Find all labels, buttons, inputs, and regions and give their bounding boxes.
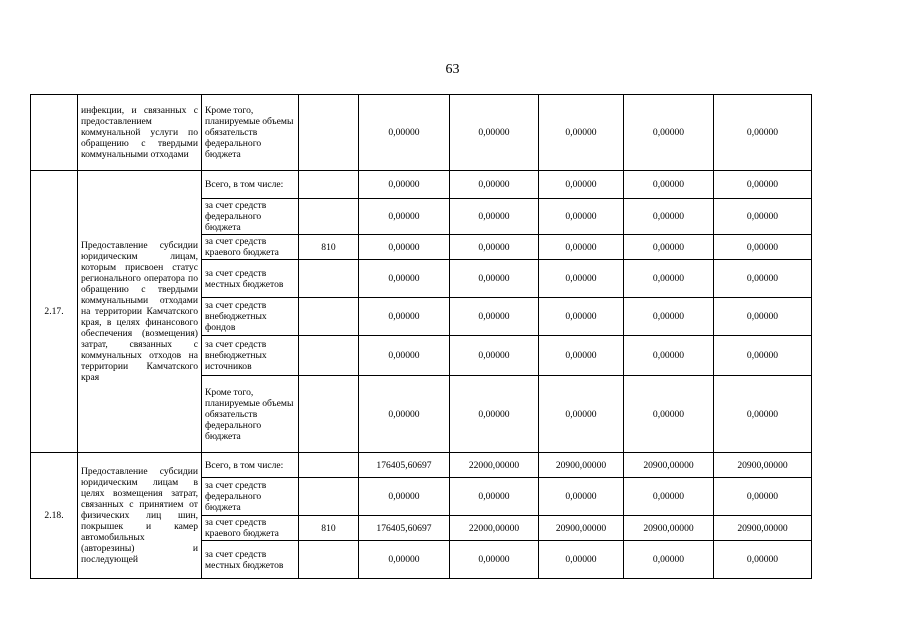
funding-source: Кроме того, планируемые объемы обязательств федерального бюджета (202, 376, 299, 453)
funding-source: Кроме того, планируемые объемы обязательств федерального бюджета (202, 95, 299, 171)
amount-cell: 0,00000 (359, 235, 450, 260)
funding-source: за счет средств внебюджетных источников (202, 336, 299, 376)
funding-source: за счет средств местных бюджетов (202, 260, 299, 298)
amount-cell: 0,00000 (450, 260, 539, 298)
amount-cell: 0,00000 (359, 478, 450, 516)
amount-cell: 0,00000 (624, 199, 714, 235)
amount-cell: 0,00000 (714, 235, 812, 260)
amount-cell: 22000,00000 (450, 453, 539, 478)
amount-cell: 0,00000 (714, 336, 812, 376)
budget-code: 810 (299, 235, 359, 260)
amount-cell: 0,00000 (624, 298, 714, 336)
amount-cell: 20900,00000 (624, 453, 714, 478)
budget-code (299, 171, 359, 199)
table-row (31, 171, 812, 199)
budget-code (299, 95, 359, 171)
amount-cell: 0,00000 (624, 478, 714, 516)
amount-cell: 0,00000 (714, 298, 812, 336)
amount-cell: 0,00000 (450, 336, 539, 376)
page-number: 63 (445, 62, 460, 77)
budget-code: 810 (299, 516, 359, 541)
amount-cell: 20900,00000 (714, 516, 812, 541)
funding-source: за счет средств федерального бюджета (202, 199, 299, 235)
item-2-17-description: Предоставление субсидии юридическим лицам, которым присвоен статус регионального оператора по обращению с твердыми коммунальными отходами на территории Камчатского края, в целях финансового обеспечения (возмещения) затрат, связанных с коммунальных отходов на территории Камчатского края (78, 171, 202, 453)
amount-cell: 0,00000 (539, 541, 624, 579)
amount-cell: 0,00000 (714, 95, 812, 171)
amount-cell: 0,00000 (359, 298, 450, 336)
amount-cell: 0,00000 (450, 199, 539, 235)
budget-code (299, 478, 359, 516)
amount-cell: 0,00000 (359, 336, 450, 376)
budget-code (299, 376, 359, 453)
budget-code (299, 298, 359, 336)
item-2-18-number: 2.18. (31, 453, 78, 579)
amount-cell: 0,00000 (450, 298, 539, 336)
funding-source: за счет средств федерального бюджета (202, 478, 299, 516)
funding-source: за счет средств местных бюджетов (202, 541, 299, 579)
amount-cell: 0,00000 (359, 541, 450, 579)
budget-table (30, 94, 812, 579)
amount-cell: 176405,60697 (359, 453, 450, 478)
amount-cell: 0,00000 (539, 376, 624, 453)
table-row (31, 95, 812, 171)
amount-cell: 0,00000 (359, 199, 450, 235)
budget-code (299, 260, 359, 298)
amount-cell: 0,00000 (539, 298, 624, 336)
budget-table-body (31, 95, 812, 579)
amount-cell: 0,00000 (359, 376, 450, 453)
continuation-description: инфекции, и связанных с предоставлением коммунальной услуги по обращению с твердыми коммунальными отходами (78, 95, 202, 171)
amount-cell: 0,00000 (624, 95, 714, 171)
amount-cell: 0,00000 (450, 541, 539, 579)
funding-source: за счет средств краевого бюджета (202, 516, 299, 541)
amount-cell: 0,00000 (450, 478, 539, 516)
amount-cell: 0,00000 (714, 260, 812, 298)
item-2-17-number: 2.17. (31, 171, 78, 453)
funding-source: за счет средств внебюджетных фондов (202, 298, 299, 336)
amount-cell: 0,00000 (714, 541, 812, 579)
budget-code (299, 199, 359, 235)
amount-cell: 0,00000 (359, 95, 450, 171)
amount-cell: 0,00000 (714, 478, 812, 516)
amount-cell: 0,00000 (450, 171, 539, 199)
amount-cell: 0,00000 (624, 336, 714, 376)
amount-cell: 0,00000 (539, 478, 624, 516)
amount-cell: 0,00000 (539, 95, 624, 171)
budget-code (299, 336, 359, 376)
amount-cell: 20900,00000 (624, 516, 714, 541)
amount-cell: 0,00000 (624, 235, 714, 260)
amount-cell: 0,00000 (539, 336, 624, 376)
continuation-number (31, 95, 78, 171)
amount-cell: 0,00000 (359, 260, 450, 298)
budget-code (299, 453, 359, 478)
amount-cell: 0,00000 (450, 376, 539, 453)
amount-cell: 0,00000 (714, 376, 812, 453)
amount-cell: 20900,00000 (539, 453, 624, 478)
funding-source: Всего, в том числе: (202, 171, 299, 199)
amount-cell: 0,00000 (539, 260, 624, 298)
amount-cell: 20900,00000 (714, 453, 812, 478)
amount-cell: 0,00000 (450, 235, 539, 260)
amount-cell: 0,00000 (624, 171, 714, 199)
amount-cell: 0,00000 (714, 199, 812, 235)
table-row (31, 453, 812, 478)
funding-source: за счет средств краевого бюджета (202, 235, 299, 260)
amount-cell: 0,00000 (624, 376, 714, 453)
amount-cell: 0,00000 (624, 260, 714, 298)
funding-source: Всего, в том числе: (202, 453, 299, 478)
amount-cell: 0,00000 (359, 171, 450, 199)
amount-cell: 0,00000 (539, 235, 624, 260)
amount-cell: 0,00000 (624, 541, 714, 579)
amount-cell: 0,00000 (714, 171, 812, 199)
amount-cell: 176405,60697 (359, 516, 450, 541)
amount-cell: 20900,00000 (539, 516, 624, 541)
amount-cell: 0,00000 (539, 199, 624, 235)
amount-cell: 22000,00000 (450, 516, 539, 541)
amount-cell: 0,00000 (539, 171, 624, 199)
budget-code (299, 541, 359, 579)
item-2-18-description: Предоставление субсидии юридическим лицам в целях возмещения затрат, связанных с принятием от физических лиц шин, покрышек и камер автомобильных (авторезины) и последующей (78, 453, 202, 579)
amount-cell: 0,00000 (450, 95, 539, 171)
